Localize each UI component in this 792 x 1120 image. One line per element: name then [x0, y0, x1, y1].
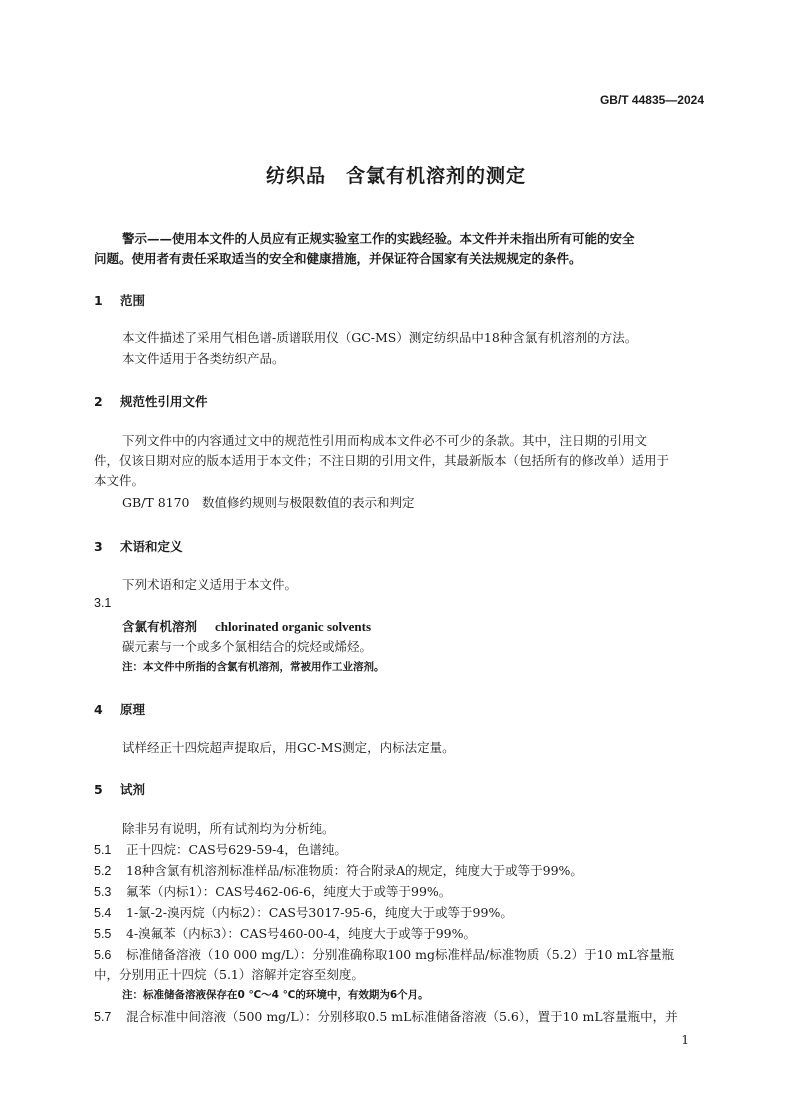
section-3-intro: 下列术语和定义适用于本文件。: [122, 577, 298, 592]
section-1-heading: [94, 291, 145, 309]
standard-number: GB/T 44835—2024: [599, 93, 704, 107]
term-note: 注：本文件中所指的含氯有机溶剂，常被用作工业溶剂。: [122, 661, 385, 673]
section-5-intro: 除非另有说明，所有试剂均为分析纯。: [122, 821, 335, 836]
warning-line-2: 问题。使用者有责任采取适当的安全和健康措施，并保证符合国家有关法规规定的条件。: [94, 251, 582, 266]
section-1-paragraph-2: 本文件适用于各类纺织产品。: [122, 351, 285, 366]
page-number: 1: [681, 1033, 689, 1047]
section-title: 规范性引用文件: [120, 394, 208, 409]
normative-reference: GB/T 8170 数值修约规则与极限数值的表示和判定: [122, 495, 415, 510]
item-number: 5.7: [94, 1010, 112, 1024]
item-number: 5.2: [94, 864, 112, 878]
item-text: 18种含氯有机溶剂标准样品/标准物质：符合附录A的规定，纯度大于或等于99%。: [126, 863, 583, 878]
reagent-note: 注：标准储备溶液保存在0 ℃～4 ℃的环境中，有效期为6个月。: [122, 989, 429, 1001]
section-title: 范围: [120, 293, 146, 308]
section-title: 试剂: [120, 782, 146, 797]
reagent-item: [94, 924, 476, 942]
term-chinese: 含氯有机溶剂: [122, 619, 198, 634]
section-4-heading: [94, 700, 145, 718]
item-number: 5.3: [94, 885, 112, 899]
reagent-item: [94, 945, 674, 963]
section-2-heading: [94, 392, 208, 410]
item-number: 5.5: [94, 927, 112, 941]
reagent-item: [94, 840, 347, 858]
section-5-heading: [94, 780, 145, 798]
item-text: 1-氯-2-溴丙烷（内标2）：CAS号3017-95-6，纯度大于或等于99%。: [126, 905, 513, 920]
term-number: 3.1: [94, 596, 112, 610]
item-text: 混合标准中间溶液（500 mg/L）：分别移取0.5 mL标准储备溶液（5.6），置于10 mL容量瓶中，并: [126, 1009, 678, 1024]
document-title: 纺织品 含氯有机溶剂的测定: [265, 165, 526, 187]
term-english: chlorinated organic solvents: [215, 619, 372, 634]
item-number: 5.6: [94, 948, 112, 962]
section-number: 3: [94, 539, 103, 554]
section-2-line-1: 下列文件中的内容通过文中的规范性引用而构成本文件必不可少的条款。其中，注日期的引用文: [122, 433, 648, 448]
item-text: 4-溴氟苯（内标3）：CAS号460-00-4，纯度大于或等于99%。: [126, 926, 476, 941]
section-number: 5: [94, 782, 103, 797]
item-text: 氟苯（内标1）：CAS号462-06-6，纯度大于或等于99%。: [126, 884, 452, 899]
section-2-line-3: 本文件。: [94, 473, 145, 488]
item-number: 5.1: [94, 843, 112, 857]
section-4-paragraph: 试样经正十四烷超声提取后，用GC-MS测定，内标法定量。: [122, 740, 455, 755]
item-number: 5.4: [94, 906, 112, 920]
reagent-item: [94, 903, 513, 921]
reagent-item: [94, 861, 583, 879]
section-title: 术语和定义: [120, 539, 183, 554]
reagent-item: [94, 882, 451, 900]
section-title: 原理: [120, 702, 146, 717]
term-definition: 碳元素与一个或多个氯相结合的烷烃或烯烃。: [122, 639, 373, 654]
section-1-paragraph-1: 本文件描述了采用气相色谱-质谱联用仪（GC-MS）测定纺织品中18种含氯有机溶剂的方法。: [122, 330, 638, 345]
section-2-line-2: 件，仅该日期对应的版本适用于本文件；不注日期的引用文件，其最新版本（包括所有的修改单）适用于: [94, 453, 670, 468]
reagent-item: [94, 1007, 678, 1025]
term-entry: [122, 616, 371, 635]
section-number: 1: [94, 293, 103, 308]
section-number: 4: [94, 702, 103, 717]
item-text: 正十四烷：CAS号629-59-4，色谱纯。: [126, 842, 347, 857]
section-3-heading: [94, 537, 183, 555]
reagent-item-continuation: 中，分别用正十四烷（5.1）溶解并定容至刻度。: [94, 967, 364, 982]
warning-line-1: 警示——使用本文件的人员应有正规实验室工作的实践经验。本文件并未指出所有可能的安全: [122, 231, 635, 246]
section-number: 2: [94, 394, 103, 409]
item-text: 标准储备溶液（10 000 mg/L）：分别准确称取100 mg标准样品/标准物质（5.2）于10 mL容量瓶: [126, 947, 675, 962]
